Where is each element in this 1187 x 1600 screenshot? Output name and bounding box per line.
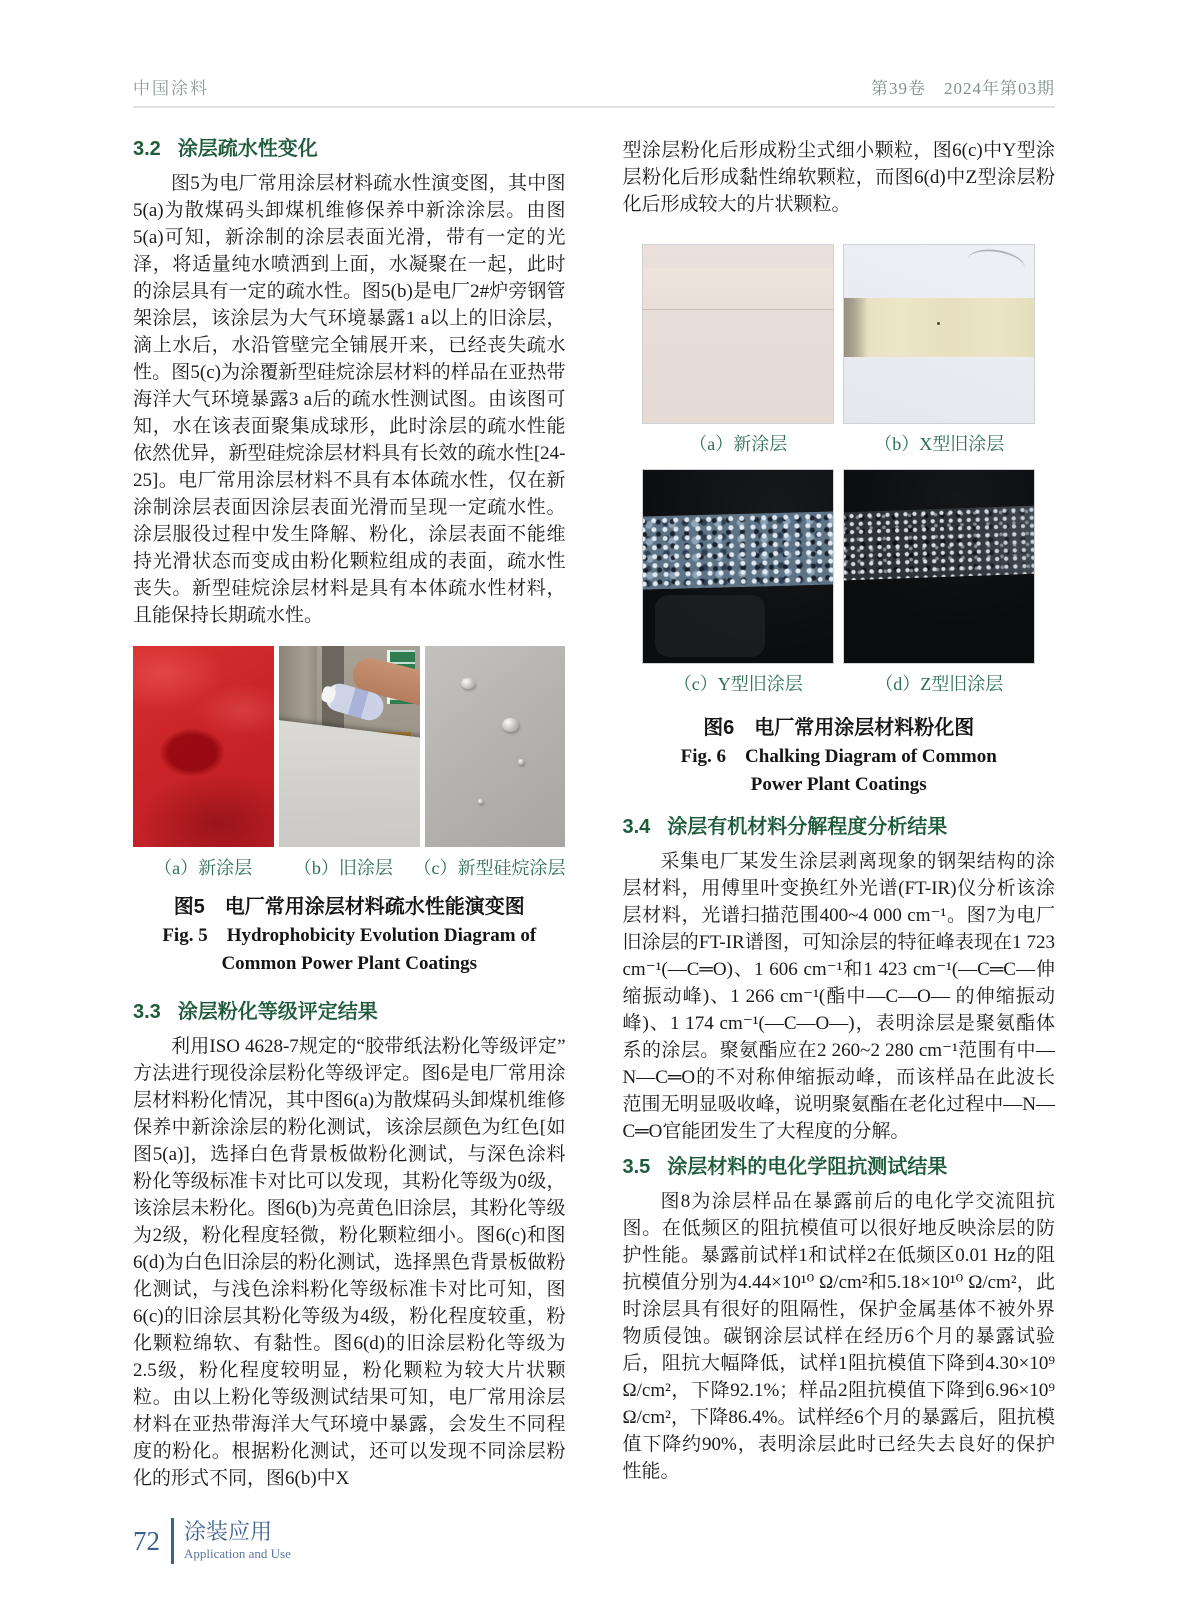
figure5-caption-zh: 图5 电厂常用涂层材料疏水性能演变图 <box>173 896 525 918</box>
paragraph-continuation: 型涂层粉化后形成粉尘式细小颗粒，图6(c)中Y型涂层粉化后形成黏性绵软颗粒，而图6(d)中Z型涂层粉化后形成较大的片状颗粒。 <box>622 140 1055 215</box>
figure-5 <box>133 646 566 978</box>
journal-page <box>0 74 1187 1600</box>
water-droplet <box>461 678 475 689</box>
page-number: 72 <box>133 1525 160 1556</box>
left-column <box>133 135 566 1492</box>
figure5-label-a: （a）新涂层 <box>154 858 253 878</box>
two-column-body <box>133 135 1055 1492</box>
footer-divider <box>171 1518 174 1564</box>
photo-detail-hair <box>965 246 1027 283</box>
figure-5-photo-row <box>133 646 566 847</box>
section-title: 涂层疏水性变化 <box>177 138 318 160</box>
section-number: 3.5 <box>622 1156 651 1178</box>
footer-column-zh: 涂装应用 <box>184 1519 273 1544</box>
water-droplet <box>518 759 524 765</box>
paragraph-3-3: 利用ISO 4628-7规定的“胶带纸法粉化等级评定”方法进行现役涂层粉化等级评定。图6是电厂常用涂层材料粉化情况，其中图6(a)为散煤码头卸煤机维修保养中新涂涂层的粉化测试，该涂层颜色为红色[如图5(a)]，选择白色背景板做粉化测试，与深色涂料粉化等级标准卡对比可以发现，其粉化等级为0级，该涂层未粉化。图6(b)为亮黄色旧涂层，其粉化等级为2级，粉化程度轻微，粉化颗粒细小。图6(c)和图6(d)为白色旧涂层的粉化测试，选择黑色背景板做粉化测试，与浅色涂料粉化等级标准卡对比可知，图6(c)的旧涂层其粉化等级为4级，粉化程度较重，粉化颗粒绵软、有黏性。图6(d)的旧涂层粉化等级为2.5级，粉化程度较明显，粉化颗粒为较大片状颗粒。由以上粉化等级测试结果可知，电厂常用涂层材料在亚热带海洋大气环境中暴露，会发生不同程度的粉化。根据粉化测试，还可以发现不同涂层粉化的形式不同，图6(b)中X <box>133 1036 566 1489</box>
footer-column-en: Application and Use <box>184 1546 291 1561</box>
figure-6 <box>642 244 1035 799</box>
section-heading-3-4 <box>623 813 1056 841</box>
section-heading-3-3 <box>133 998 566 1026</box>
figure5-label-c: （c）新型硅烷涂层 <box>413 858 566 878</box>
water-droplet <box>478 799 483 804</box>
photo-type-z-old-coating <box>843 469 1035 664</box>
figure6-caption-en: Fig. 6 Chalking Diagram of Common Power Plant Coatings <box>680 746 997 795</box>
section-title: 涂层材料的电化学阻抗测试结果 <box>667 1156 948 1178</box>
figure6-label-d: （d）Z型旧涂层 <box>875 674 1004 694</box>
paragraph-3-2: 图5为电厂常用涂层材料疏水性演变图，其中图5(a)为散煤码头卸煤机维修保养中新涂涂层。由图5(a)可知，新涂制的涂层表面光滑，带有一定的光泽，将适量纯水喷洒到上面，水凝聚在一起，此时的涂层具有一定的疏水性。图5(b)是电厂2#炉旁钢管架涂层，该涂层为大气环境暴露1 a以上的旧涂层，滴上水后，水沿管壁完全铺展开来，已经丧失疏水性。图5(c)为涂覆新型硅烷涂层材料的样品在亚热带海洋大气环境暴露3 a后的疏水性测试图。由该图可知，水在该表面聚集成球形，此时涂层的疏水性能依然优异，新型硅烷涂层材料具有长效的疏水性[24-25]。电厂常用涂层材料不具有本体疏水性，仅在新涂制涂层表面因涂层表面光滑而呈现一定疏水性。涂层服役过程中发生降解、粉化，涂层表面不能维持光滑状态而变成由粉化颗粒组成的表面，疏水性丧失。新型硅烷涂层材料是具有本体疏水性材料，且能保持长期疏水性。 <box>133 173 566 626</box>
figure6-label-a: （a）新涂层 <box>689 434 788 454</box>
header-divider <box>133 106 1055 108</box>
photo-new-red-coating <box>133 646 274 847</box>
photo-type-y-old-coating <box>642 469 834 664</box>
photo-silane-coating <box>425 646 566 847</box>
photo-type-x-old-coating <box>843 244 1035 424</box>
issue-info: 第39卷 2024年第03期 <box>871 79 1055 98</box>
photo-detail-dot <box>937 322 940 325</box>
right-column <box>623 135 1056 1492</box>
figure5-caption-en: Fig. 5 Hydrophobicity Evolution Diagram of Common Power Plant Coatings <box>162 925 537 974</box>
figure6-label-b: （b）X型旧涂层 <box>874 434 1005 454</box>
page-footer <box>133 1518 1187 1564</box>
figure6-caption-zh: 图6 电厂常用涂层材料粉化图 <box>703 717 975 739</box>
journal-name: 中国涂料 <box>133 79 209 98</box>
section-number: 3.3 <box>133 1001 161 1023</box>
section-number: 3.2 <box>133 138 161 160</box>
paragraph-3-4: 采集电厂某发生涂层剥离现象的钢架结构的涂层材料，用傅里叶变换红外光谱(FT-IR)仪分析该涂层材料，光谱扫描范围400~4 000 cm⁻¹。图7为电厂旧涂层的FT-IR谱图，可知涂层的特征峰表现在1 723 cm⁻¹(—C═O)、1 606 cm⁻¹和1 423 cm⁻¹(—C═C—伸缩振动峰)、1 266 cm⁻¹(酯中—C—O— 的伸缩振动峰)、1 174 cm⁻¹(—C—O—)，表明涂层是聚氨酯体系的涂层。聚氨酯应在2 260~2 280 cm⁻¹范围有中—N—C═O的不对称伸缩振动峰，而该样品在此波长范围无明显吸收峰，说明聚氨酯在老化过程中—N—C═O官能团发生了大程度的分解。 <box>622 851 1055 1142</box>
figure-6-photo-grid <box>642 244 1035 709</box>
footer-column-block <box>184 1519 291 1563</box>
photo-old-coating-water-pour <box>279 646 420 847</box>
section-heading-3-5 <box>623 1153 1056 1181</box>
photo-new-coating-chalking <box>642 244 834 424</box>
section-number: 3.4 <box>622 816 651 838</box>
scene-pipe-surface <box>279 720 420 847</box>
figure-5-labels <box>133 854 566 880</box>
figure5-label-b: （b）旧涂层 <box>293 858 393 878</box>
paragraph-3-5: 图8为涂层样品在暴露前后的电化学交流阻抗图。在低频区的阻抗模值可以很好地反映涂层的防护性能。暴露前试样1和试样2在低频区0.01 Hz的阻抗模值分别为4.44×10¹⁰ Ω/cm²和5.18×10¹⁰ Ω/cm²，此时涂层具有很好的阻隔性，保护金属基体不被外界物质侵蚀。碳钢涂层试样在经历6个月的暴露试验后，阻抗大幅降低，试样1阻抗模值下降到4.30×10⁹ Ω/cm²，下降92.1%；样品2阻抗模值下降到6.96×10⁹ Ω/cm²，下降86.4%。试样经6个月的暴露后，阻抗模值下降约90%，表明涂层此时已经失去良好的保护性能。 <box>622 1191 1055 1482</box>
page-header <box>133 74 1055 99</box>
figure6-label-c: （c）Y型旧涂层 <box>673 674 803 694</box>
section-title: 涂层有机材料分解程度分析结果 <box>667 816 948 838</box>
section-heading-3-2 <box>133 135 566 163</box>
section-title: 涂层粉化等级评定结果 <box>177 1001 378 1023</box>
water-droplet <box>502 718 519 732</box>
